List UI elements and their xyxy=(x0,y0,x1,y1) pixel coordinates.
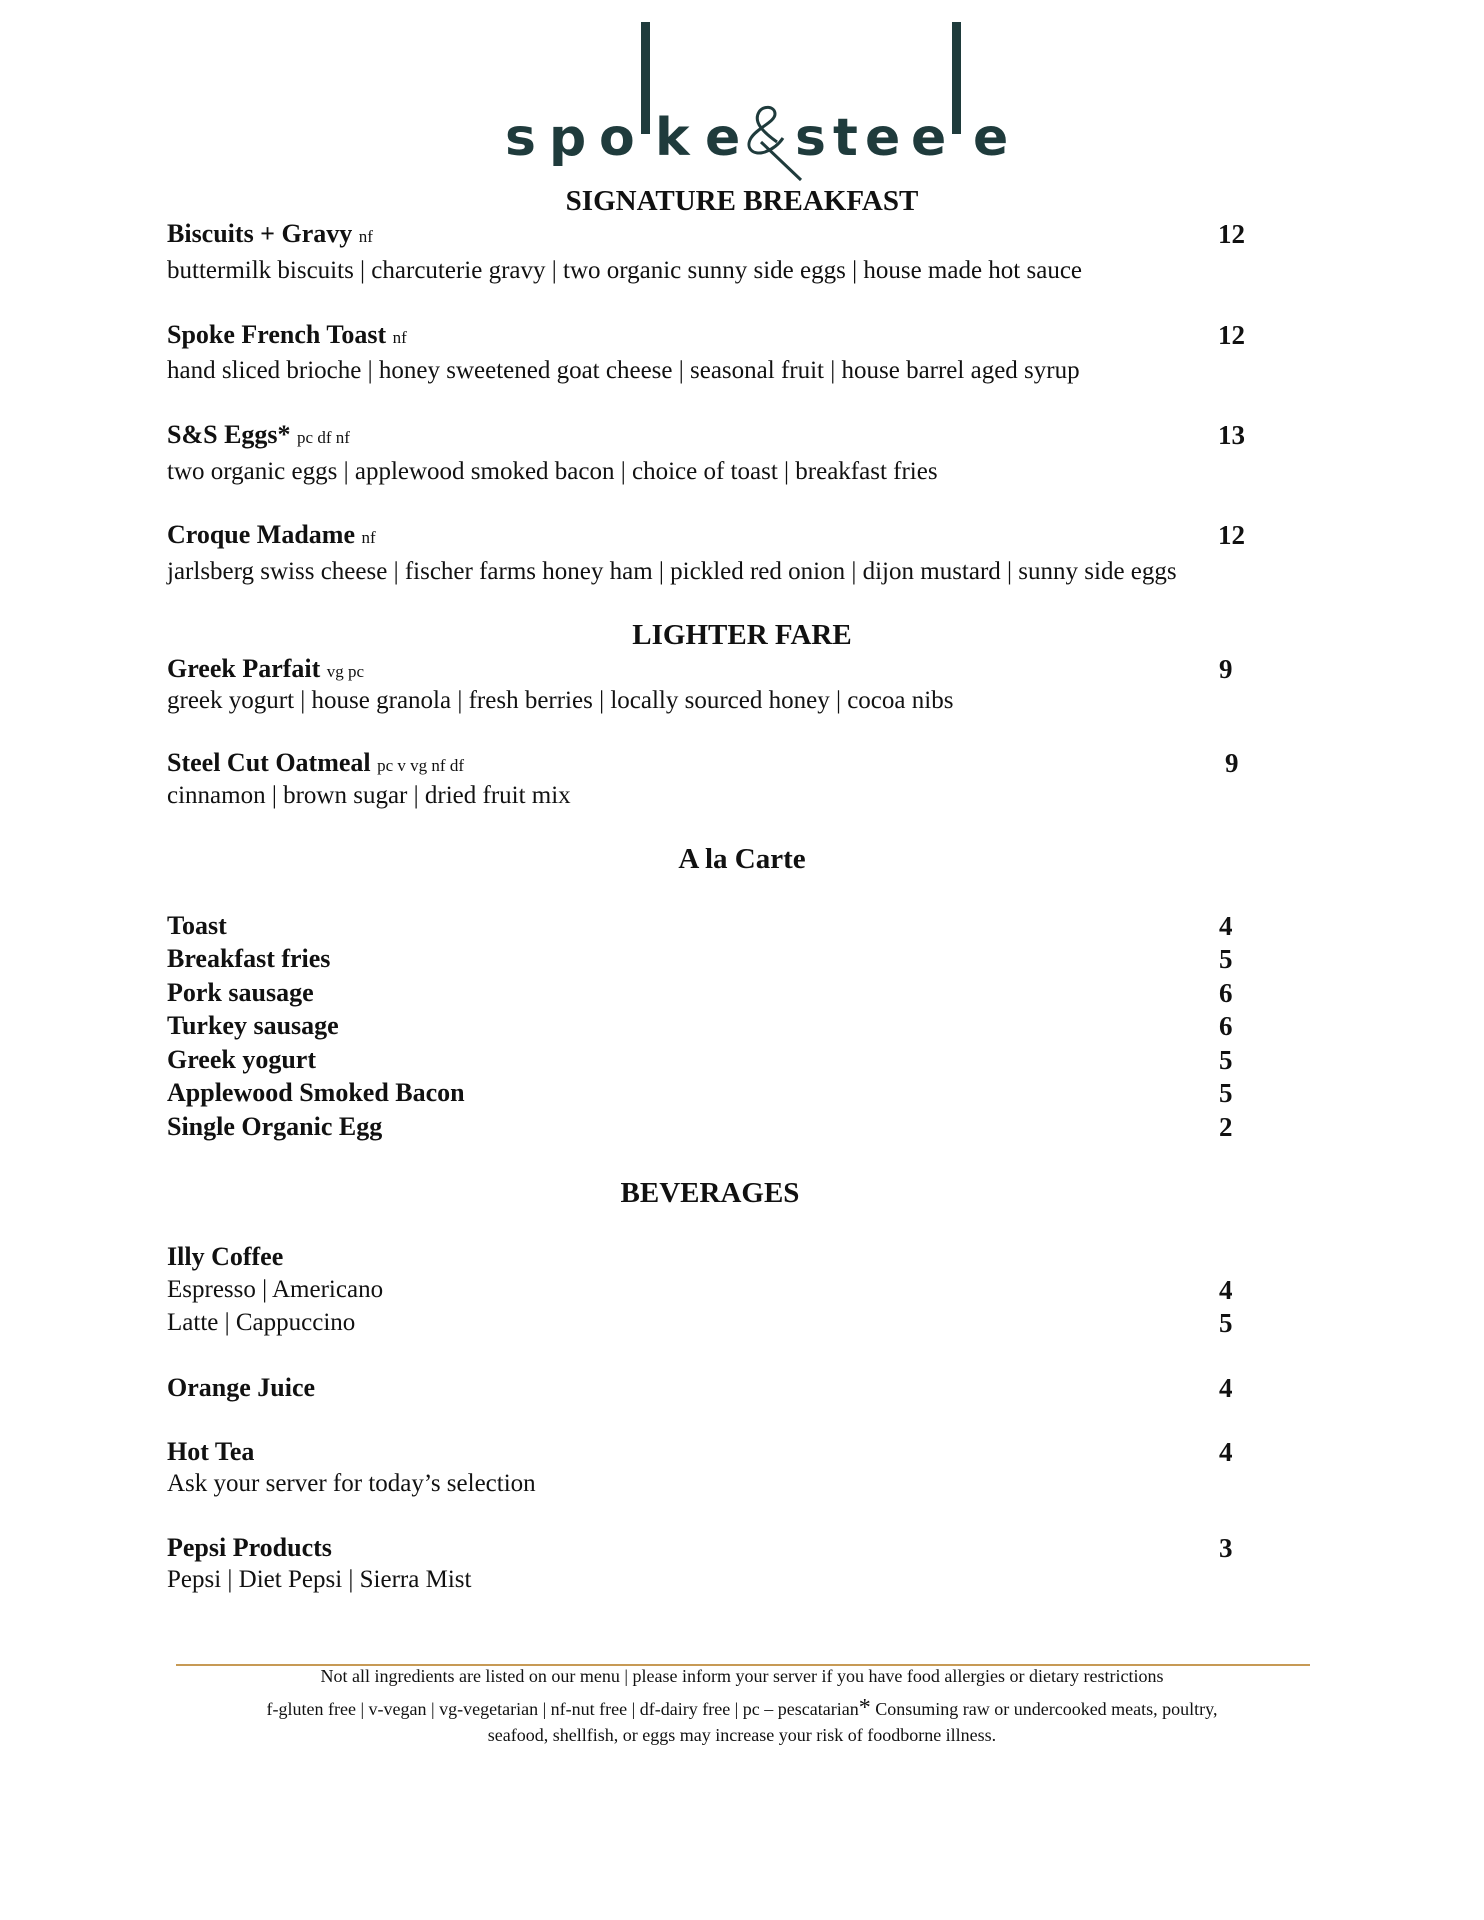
dietary-tags: nf xyxy=(392,328,407,347)
item-description: cinnamon | brown sugar | dried fruit mix xyxy=(167,782,571,809)
item-description: jarlsberg swiss cheese | fischer farms honey ham | pickled red onion | dijon mustard | sunny side eggs xyxy=(167,558,1177,585)
item-price: 6 xyxy=(1219,978,1233,1008)
item-price: 6 xyxy=(1219,1011,1233,1041)
item-price: 5 xyxy=(1219,1078,1233,1108)
item-price: 4 xyxy=(1219,911,1233,941)
item-price: 4 xyxy=(1219,1373,1233,1403)
section-title-beverages: BEVERAGES xyxy=(620,1177,800,1209)
menu-item-name: Greek Parfait vg pc xyxy=(167,654,365,683)
alacarte-item-name: Turkey sausage xyxy=(167,1011,339,1040)
beverage-option: Espresso | Americano xyxy=(167,1276,384,1303)
section-title-alacarte: A la Carte xyxy=(678,843,806,875)
alacarte-item-name: Applewood Smoked Bacon xyxy=(167,1078,465,1107)
beverage-name: Illy Coffee xyxy=(167,1242,284,1271)
item-price: 5 xyxy=(1219,1308,1233,1338)
dietary-tags: pc df nf xyxy=(297,428,350,447)
beverage-name: Hot Tea xyxy=(167,1437,255,1466)
item-description: greek yogurt | house granola | fresh berries | locally sourced honey | cocoa nibs xyxy=(167,687,954,714)
item-price: 3 xyxy=(1219,1533,1233,1563)
dietary-legend: f-gluten free | v-vegan | vg-vegetarian | nf-nut free | df-dairy free | pc – pescatarian* Consuming raw or undercooked meats, poultry, xyxy=(266,1695,1218,1721)
beverage-description: Pepsi | Diet Pepsi | Sierra Mist xyxy=(167,1566,472,1593)
menu-item-name: S&S Eggs* pc df nf xyxy=(167,420,350,449)
dietary-tags: vg pc xyxy=(326,662,365,681)
menu-item-name: Spoke French Toast nf xyxy=(167,320,407,349)
item-price: 5 xyxy=(1219,944,1233,974)
menu-item-name: Biscuits + Gravy nf xyxy=(167,219,373,248)
item-price: 12 xyxy=(1218,320,1245,350)
item-price: 9 xyxy=(1225,748,1239,778)
alacarte-item-name: Toast xyxy=(167,911,227,940)
dietary-tags: nf xyxy=(361,528,376,547)
item-price: 13 xyxy=(1218,420,1245,450)
alacarte-item-name: Single Organic Egg xyxy=(167,1112,383,1141)
item-price: 4 xyxy=(1219,1275,1233,1305)
beverage-name: Pepsi Products xyxy=(167,1533,332,1562)
item-price: 5 xyxy=(1219,1045,1233,1075)
section-title-lighter: LIGHTER FARE xyxy=(632,619,852,651)
item-price: 12 xyxy=(1218,219,1245,249)
alacarte-item-name: Pork sausage xyxy=(167,978,314,1007)
section-title-signature: SIGNATURE BREAKFAST xyxy=(565,185,919,217)
menu-item-name: Croque Madame nf xyxy=(167,520,376,549)
logo-bar-right xyxy=(952,22,961,134)
alacarte-item-name: Breakfast fries xyxy=(167,944,331,973)
item-description: two organic eggs | applewood smoked bacon | choice of toast | breakfast fries xyxy=(167,458,938,485)
item-price: 9 xyxy=(1219,654,1233,684)
allergy-notice: Not all ingredients are listed on our menu | please inform your server if you have food allergies or dietary restrictions xyxy=(320,1666,1164,1686)
item-description: hand sliced brioche | honey sweetened goat cheese | seasonal fruit | house barrel aged syrup xyxy=(167,357,1080,384)
item-price: 12 xyxy=(1218,520,1245,550)
alacarte-item-name: Greek yogurt xyxy=(167,1045,316,1074)
dietary-tags: nf xyxy=(358,227,373,246)
brand-logo: s p o k e s t e e e xyxy=(505,18,1005,184)
item-description: buttermilk biscuits | charcuterie gravy | two organic sunny side eggs | house made hot sauce xyxy=(167,257,1083,284)
menu-item-name: Steel Cut Oatmeal pc v vg nf df xyxy=(167,748,464,777)
beverage-name: Orange Juice xyxy=(167,1373,316,1402)
ampersand-icon xyxy=(733,102,803,182)
beverage-description: Ask your server for today’s selection xyxy=(167,1470,536,1497)
logo-bar-left xyxy=(641,22,650,134)
beverage-option: Latte | Cappuccino xyxy=(167,1309,356,1336)
consumption-warning: seafood, shellfish, or eggs may increase your risk of foodborne illness. xyxy=(487,1725,997,1745)
item-price: 2 xyxy=(1219,1112,1233,1142)
dietary-tags: pc v vg nf df xyxy=(377,756,464,775)
item-price: 4 xyxy=(1219,1437,1233,1467)
